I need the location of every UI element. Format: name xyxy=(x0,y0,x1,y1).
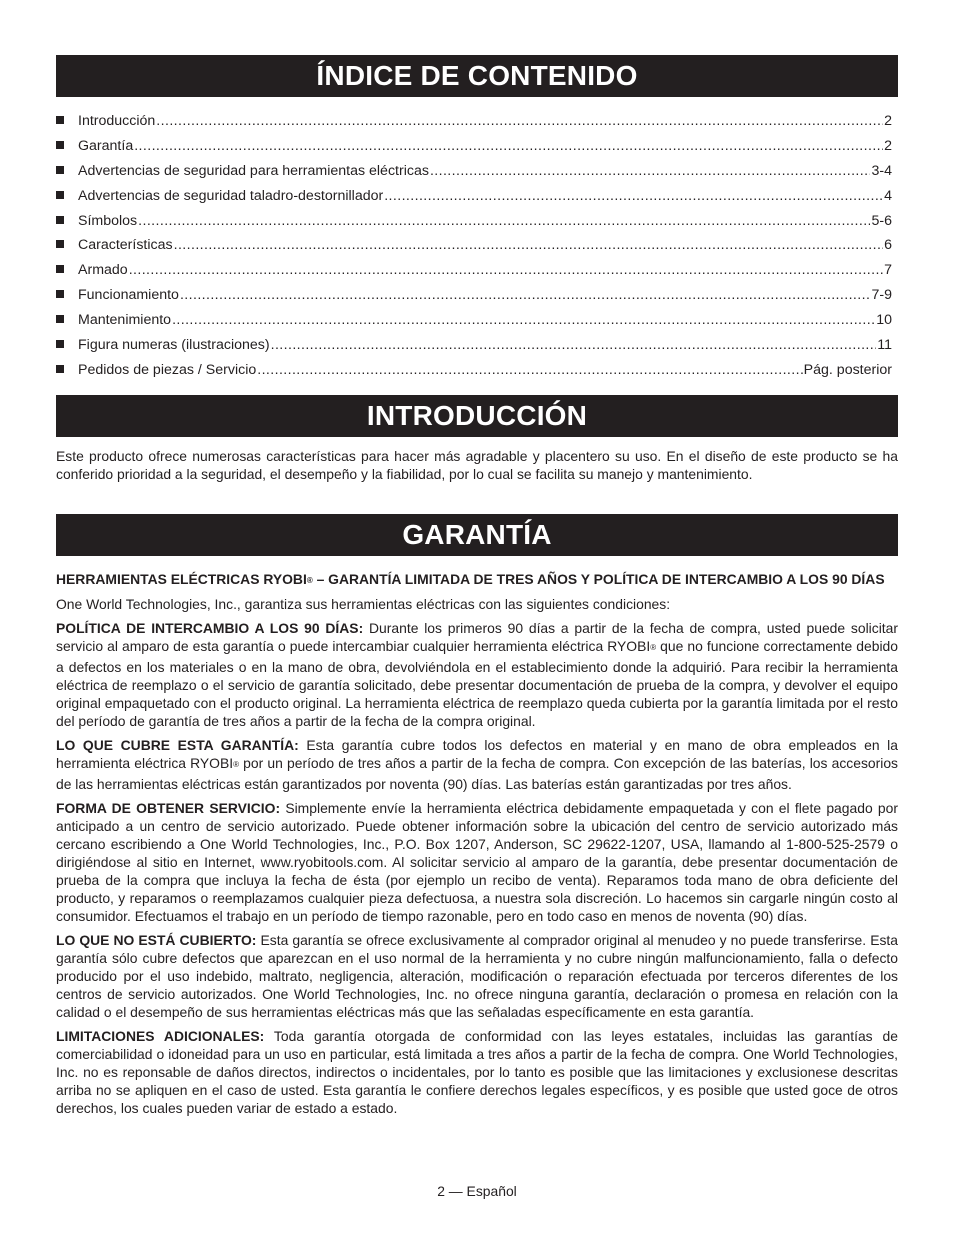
dot-leader xyxy=(430,163,871,180)
covered-label: LO QUE CUBRE ESTA GARANTÍA: xyxy=(56,737,299,753)
toc-item-page: 10 xyxy=(876,312,892,329)
toc-item xyxy=(56,362,892,387)
dot-leader xyxy=(257,362,802,379)
dot-leader xyxy=(174,237,884,254)
toc-item-label: Características xyxy=(78,237,173,254)
toc-item-page: Pág. posterior xyxy=(803,361,892,378)
toc-item-page: 2 xyxy=(884,113,892,129)
warranty-service-paragraph xyxy=(56,799,898,925)
toc-item xyxy=(56,138,892,163)
square-bullet-icon xyxy=(56,141,64,149)
square-bullet-icon xyxy=(56,340,64,348)
toc-item xyxy=(56,163,892,188)
toc-title: ÍNDICE DE CONTENIDO xyxy=(56,55,898,97)
toc-item-label: Funcionamiento xyxy=(78,287,179,304)
square-bullet-icon xyxy=(56,166,64,174)
service-text: Simplemente envíe la herramienta eléctrica debidamente empaquetada y con el flete pagado por anticipado a un centro de servicio autorizado. Puede obtener información sobre la ubicación del centro de servicio autorizado más cercano escribiendo a One World Technologies, Inc., P.O. Box 1207, Anderson, SC 29622-1207, USA, llamando al 1-800-525-2579 o dirigiéndose al sitio en Internet, www.ryobitools.com. Al solicitar servicio al amparo de la garantía, debe presentar documentación de prueba de la compra que incluya la fecha de ésta (por ejemplo un recibo de venta). Reparamos toda mano de obra deficiente del producto, y reparamos o reemplazamos cualquier pieza defectuosa, a nuestra sola discreción. Lo hacemos sin cargarle ningún costo al consumidor. Efectuamos el trabajo en un período de tiempo razonable, pero en todo caso en menos de noventa (90) días. xyxy=(56,800,899,924)
toc-item-label: Figura numeras (ilustraciones) xyxy=(78,337,270,354)
toc-item xyxy=(56,262,892,287)
toc-item-page: 6 xyxy=(884,237,892,254)
intro-paragraph: Este producto ofrece numerosas características para hacer más agradable y placentero su uso. En el diseño de este producto se ha conferido prioridad a la seguridad, el desempeño y la fiabilidad, por lo cual se facilita su manejo y mantenimiento. xyxy=(56,448,898,482)
toc-item xyxy=(56,188,892,213)
square-bullet-icon xyxy=(56,365,64,373)
square-bullet-icon xyxy=(56,290,64,298)
policy-text-a: Durante los primeros 90 días a partir de la fecha de compra, usted puede solicitar servicio al amparo de esta garantía o puede intercambiar cualquier herramienta eléctrica RYOBI xyxy=(56,620,898,654)
toc-item xyxy=(56,337,892,362)
warranty-heading-brand: HERRAMIENTAS ELÉCTRICAS RYOBI xyxy=(56,571,307,587)
toc-item xyxy=(56,287,892,312)
toc-item-label: Advertencias de seguridad para herramientas eléctricas xyxy=(78,162,429,179)
not-covered-label: LO QUE NO ESTÁ CUBIERTO: xyxy=(56,932,257,948)
toc-item-page: 11 xyxy=(877,337,892,354)
limits-label: LIMITACIONES ADICIONALES: xyxy=(56,1028,265,1044)
not-covered-text: Esta garantía se ofrece exclusivamente al comprador original al menudeo y no puede transferirse. Esta garantía sólo cubre defectos que aparezcan en el uso normal de la herramienta y no cubre ningún malfuncionamiento, falla o defecto producido por el uso indebido, maltrato, negligencia, alteración, modificación o reparación efectuada por terceros diferentes de los centros de servicio autorizados. One World Technologies, Inc. no ofrece ninguna garantía, declaración o promesa en relación con la calidad o el desempeño de sus herramientas eléctricas más que las señaladas específicamente en esta garantía. xyxy=(56,932,899,1020)
toc-item-page: 5-6 xyxy=(871,212,892,229)
registered-mark: ® xyxy=(233,760,240,769)
warranty-limits-paragraph xyxy=(56,1027,898,1117)
dot-leader xyxy=(172,312,875,329)
warranty-policy-paragraph xyxy=(56,619,898,730)
toc-item-label: Advertencias de seguridad taladro-destornillador xyxy=(78,187,384,204)
toc-item xyxy=(56,312,892,337)
toc-item-label: Garantía xyxy=(78,137,134,154)
square-bullet-icon xyxy=(56,265,64,273)
policy-text-b: que no funcione correctamente debido a defectos en los materiales o en la mano de obra, devolviéndola en el establecimiento donde la adquirió. Para recibir la herramienta eléctrica de reemplazo o el servicio de garantía solicitado, debe presentar documentación de prueba de la compra, y devolver el equipo original empaquetado con el producto original. La herramienta eléctrica de reemplazo queda cubierta por la garantía limitada por el resto del período de garantía de tres años a partir de la fecha de la compra original. xyxy=(56,638,899,729)
service-label: FORMA DE OBTENER SERVICIO: xyxy=(56,800,281,816)
dot-leader xyxy=(271,337,877,354)
square-bullet-icon xyxy=(56,240,64,248)
square-bullet-icon xyxy=(56,216,64,224)
warranty-heading xyxy=(56,570,898,591)
toc-item-label: Armado xyxy=(78,262,128,279)
toc-item-page: 7 xyxy=(884,262,892,279)
covered-text-a: Esta garantía cubre todos los defectos en material y en mano de obra empleados en la herramienta eléctrica RYOBI xyxy=(56,737,898,771)
warranty-title: GARANTÍA xyxy=(56,514,898,556)
limits-text: Toda garantía otorgada de conformidad con las leyes estatales, incluidas las garantías de comerciabilidad o idoneidad para un uso en particular, está limitada a tres años a partir de la fecha de compra. One World Technologies, Inc. no es reponsable de daños directos, indirectos o incidentales, por lo tanto es posible que las limitaciones y exclusionese descritas arriba no se apliquen en el caso de usted. Esta garantía le confiere derechos legales específicos, y es posible que usted goce de otros derechos, los cuales pueden variar de estado a estado. xyxy=(56,1028,898,1116)
toc-list xyxy=(56,113,892,387)
intro-section xyxy=(56,448,898,489)
registered-mark: ® xyxy=(650,643,657,652)
toc-item-page: 3-4 xyxy=(871,162,892,179)
policy-label: POLÍTICA DE INTERCAMBIO A LOS 90 DÍAS: xyxy=(56,620,364,636)
toc-item-label: Introducción xyxy=(78,113,156,129)
toc-item xyxy=(56,213,892,238)
toc-item-page: 4 xyxy=(884,187,892,204)
dot-leader xyxy=(134,138,883,155)
intro-title: INTRODUCCIÓN xyxy=(56,395,898,437)
registered-mark: ® xyxy=(306,576,313,585)
warranty-covered-paragraph xyxy=(56,736,898,793)
covered-text-b: por un período de tres años a partir de la fecha de compra. Con excepción de las baterías, los accesorios de las herramientas eléctricas están garantizados por noventa (90) días. Las baterías están garantizadas por tres años. xyxy=(56,755,899,792)
dot-leader xyxy=(156,113,883,130)
dot-leader xyxy=(180,287,871,304)
warranty-heading-rest: – GARANTÍA LIMITADA DE TRES AÑOS Y POLÍTICA DE INTERCAMBIO A LOS 90 DÍAS xyxy=(312,571,885,587)
square-bullet-icon xyxy=(56,191,64,199)
dot-leader xyxy=(384,188,883,205)
dot-leader xyxy=(138,213,870,230)
toc-item-label: Pedidos de piezas / Servicio xyxy=(78,361,257,378)
warranty-not-covered-paragraph xyxy=(56,931,898,1021)
toc-item-label: Mantenimiento xyxy=(78,312,172,329)
toc-item-page: 2 xyxy=(884,137,892,154)
toc-item-label: Símbolos xyxy=(78,212,138,229)
warranty-section xyxy=(56,570,898,1123)
toc-item xyxy=(56,237,892,262)
square-bullet-icon xyxy=(56,315,64,323)
toc-item xyxy=(56,113,892,138)
page-footer: 2 — Español xyxy=(437,1183,517,1199)
square-bullet-icon xyxy=(56,116,64,124)
warranty-intro: One World Technologies, Inc., garantiza sus herramientas eléctricas con las siguientes condiciones: xyxy=(56,596,671,612)
toc-item-page: 7-9 xyxy=(871,287,892,304)
dot-leader xyxy=(129,262,883,279)
